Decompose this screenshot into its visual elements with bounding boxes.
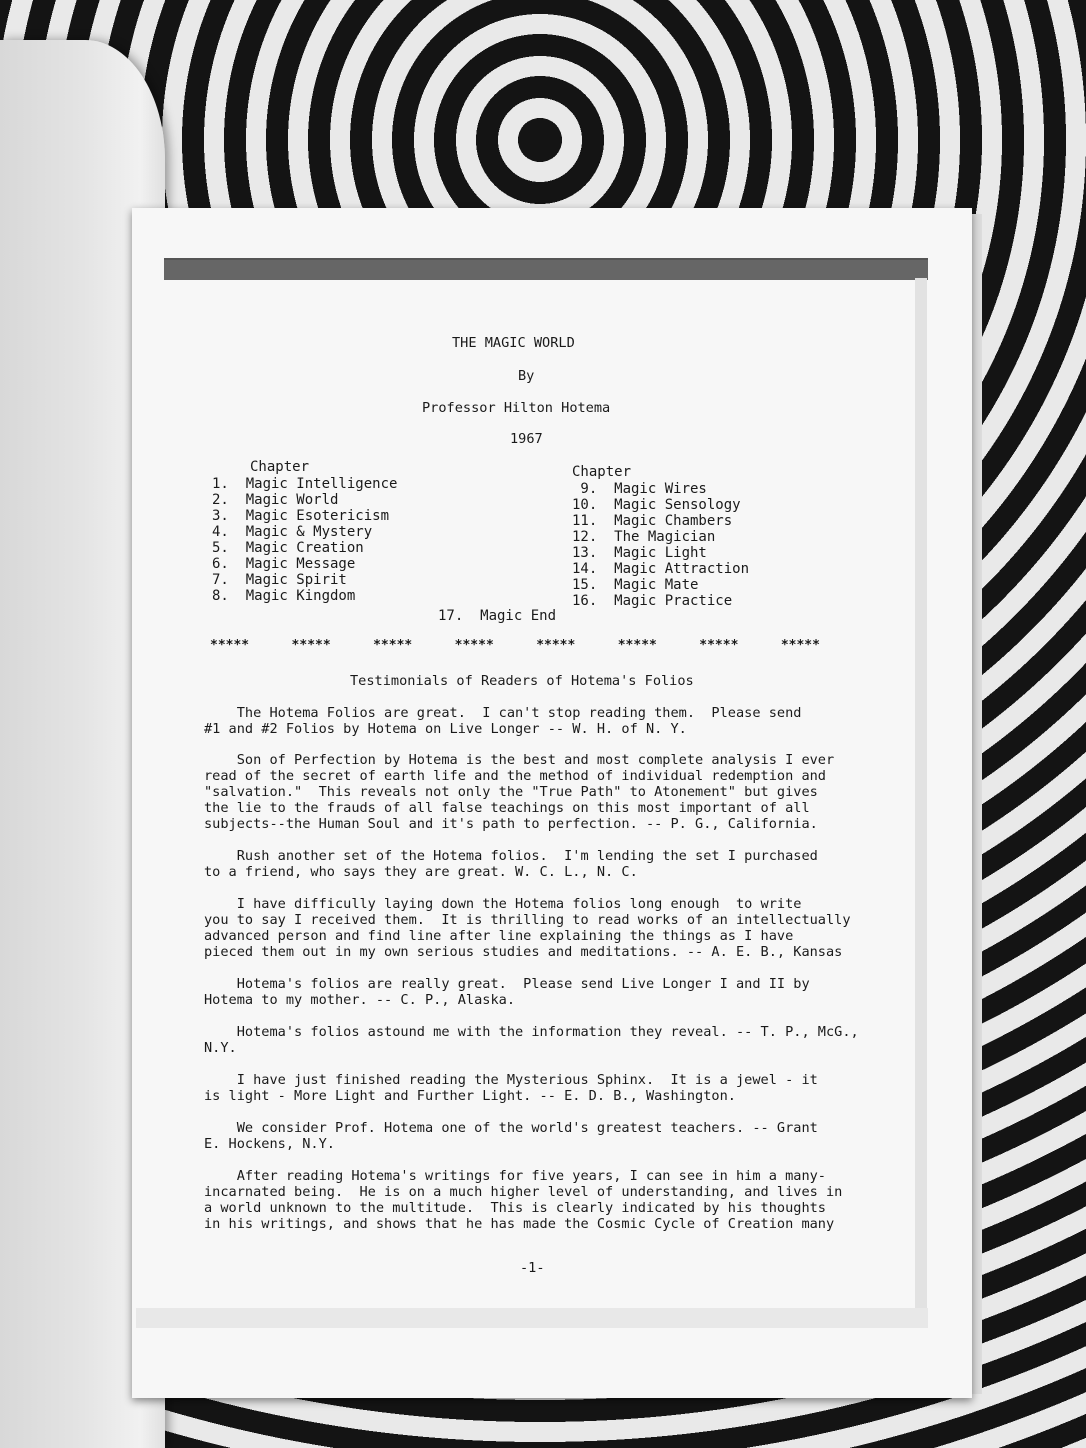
star-group: ***** [373,638,413,653]
book-page [132,208,972,1398]
toc-entry: 9. Magic Wires [572,481,707,497]
toc-entry: 15. Magic Mate [572,577,699,593]
toc-entry: 3. Magic Esotericism [212,508,390,524]
toc-right-heading: Chapter [572,464,632,480]
testimonial-paragraph [204,848,894,880]
paragraph-line: you to say I received them. It is thrilling to read works of an intellectually [204,912,851,928]
right-margin-rule [915,278,927,1328]
toc-entry: 5. Magic Creation [212,540,364,556]
star-group: ***** [454,638,494,653]
paragraph-line: subjects--the Human Soul and it's path to perfection. -- P. G., California. [204,816,818,832]
toc-entry: 1. Magic Intelligence [212,476,398,492]
toc-right-column [572,481,749,609]
testimonial-paragraph [204,1024,894,1056]
star-group: ***** [780,638,820,653]
toc-entry: 10. Magic Sensology [572,497,741,513]
toc-entry: 4. Magic & Mystery [212,524,373,540]
paragraph-line: is light - More Light and Further Light. -- E. D. B., Washington. [204,1088,736,1104]
toc-left-heading: Chapter [250,459,310,475]
author-name: Professor Hilton Hotema [422,400,611,416]
paragraph-line: E. Hockens, N.Y. [204,1136,335,1152]
publication-year: 1967 [510,431,543,447]
testimonial-paragraph [204,976,894,1008]
star-group: ***** [617,638,657,653]
star-divider [210,638,820,653]
paragraph-line: a world unknown to the multitude. This is clearly indicated by his thoughts [204,1200,826,1216]
toc-entry: 6. Magic Message [212,556,356,572]
testimonial-paragraph [204,1120,894,1152]
paragraph-line: read of the secret of earth life and the method of individual redemption and [204,768,826,784]
paragraph-line: the lie to the frauds of all false teachings on this most important of all [204,800,810,816]
paragraph-line: "salvation." This reveals not only the "True Path" to Atonement" but gives [204,784,818,800]
document-title: THE MAGIC WORLD [452,335,575,351]
paragraph-line: Hotema to my mother. -- C. P., Alaska. [204,992,515,1008]
paragraph-line: Hotema's folios are really great. Please send Live Longer I and II by [204,976,810,992]
toc-entry: 7. Magic Spirit [212,572,347,588]
star-group: ***** [210,638,250,653]
star-group: ***** [291,638,331,653]
paragraph-line: advanced person and find line after line explaining the things as I have [204,928,794,944]
paragraph-line: I have difficully laying down the Hotema folios long enough to write [204,896,802,912]
paragraph-line: The Hotema Folios are great. I can't stop reading them. Please send [204,705,802,721]
header-bar [164,258,928,280]
paragraph-line: After reading Hotema's writings for five years, I can see in him a many- [204,1168,826,1184]
star-group: ***** [699,638,739,653]
testimonial-paragraph [204,1168,894,1232]
toc-entry: 8. Magic Kingdom [212,588,356,604]
star-group: ***** [536,638,576,653]
bottom-margin-rule [136,1308,928,1328]
testimonial-paragraph [204,896,894,960]
paragraph-line: to a friend, who says they are great. W. C. L., N. C. [204,864,638,880]
toc-entry: 14. Magic Attraction [572,561,750,577]
toc-last-chapter: 17. Magic End [438,608,557,624]
testimonial-paragraph [204,1072,894,1104]
toc-entry: 2. Magic World [212,492,339,508]
paragraph-line: in his writings, and shows that he has made the Cosmic Cycle of Creation many [204,1216,835,1232]
paragraph-line: Son of Perfection by Hotema is the best and most complete analysis I ever [204,752,835,768]
paragraph-line: #1 and #2 Folios by Hotema on Live Longer -- W. H. of N. Y. [204,721,687,737]
toc-entry: 16. Magic Practice [572,593,733,609]
testimonial-paragraph [204,752,894,832]
paragraph-line: I have just finished reading the Mysterious Sphinx. It is a jewel - it [204,1072,818,1088]
toc-left-column [212,476,397,604]
toc-entry: 13. Magic Light [572,545,707,561]
by-line: By [518,368,535,384]
toc-entry: 12. The Magician [572,529,716,545]
page-number: -1- [520,1260,545,1276]
toc-entry: 11. Magic Chambers [572,513,733,529]
paragraph-line: incarnated being. He is on a much higher level of understanding, and lives in [204,1184,843,1200]
testimonials-heading: Testimonials of Readers of Hotema's Folios [350,673,694,689]
paragraph-line: Rush another set of the Hotema folios. I'm lending the set I purchased [204,848,818,864]
paragraph-line: N.Y. [204,1040,237,1056]
paragraph-line: We consider Prof. Hotema one of the world's greatest teachers. -- Grant [204,1120,818,1136]
paragraph-line: pieced them out in my own serious studies and meditations. -- A. E. B., Kansas [204,944,843,960]
testimonial-paragraph [204,705,894,737]
paragraph-line: Hotema's folios astound me with the information they reveal. -- T. P., McG., [204,1024,859,1040]
